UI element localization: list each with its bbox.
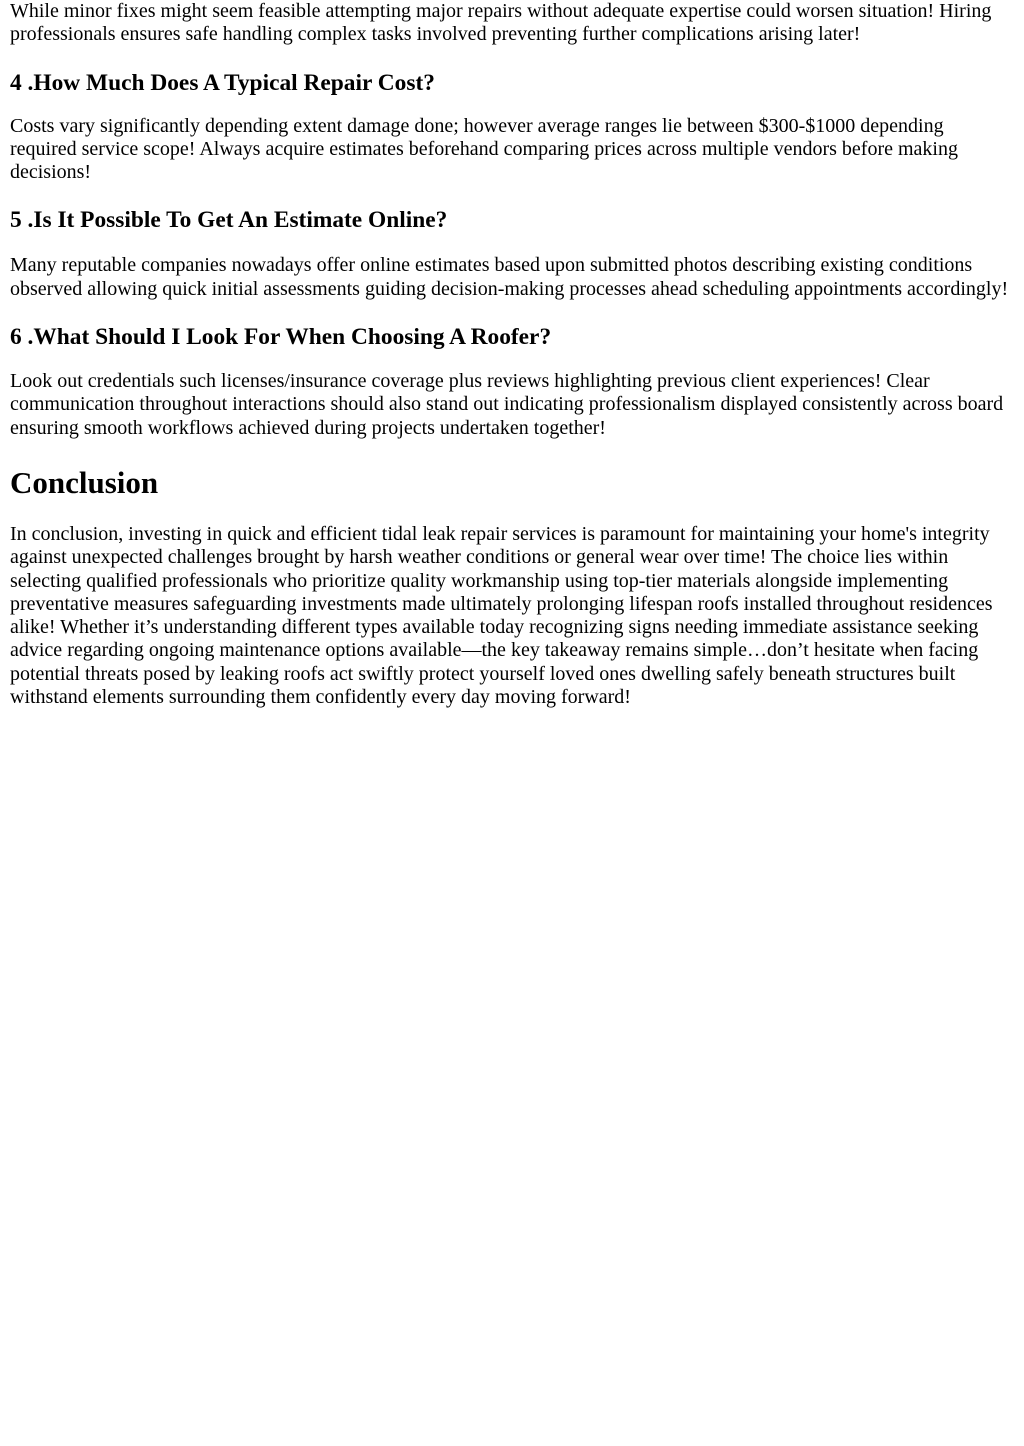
faq-heading-repair-cost: 4 .How Much Does A Typical Repair Cost? (10, 69, 435, 96)
faq-answer-choosing-roofer: Look out credentials such licenses/insurance coverage plus reviews highlighting previous client experiences! Clear communication throughout interactions should also stand out indicating professionalism displayed consistently across board ensuring smooth workflows achieved during projects undertaken together! (10, 370, 1004, 439)
faq-answer-online-estimate: Many reputable companies nowadays offer online estimates based upon submitted photos describing existing conditions observed allowing quick initial assessments guiding decision-making processes ahead scheduling appointments accordingly! (10, 254, 1009, 300)
intro-paragraph: While minor fixes might seem feasible attempting major repairs without adequate expertise could worsen situation! Hiring professionals ensures safe handling complex tasks involved preventing further complications arising later! (10, 0, 992, 46)
conclusion-paragraph: In conclusion, investing in quick and efficient tidal leak repair services is paramount for maintaining your home's integrity against unexpected challenges brought by harsh weather conditions or general wear over time! The choice lies within selecting qualified professionals who prioritize quality workmanship using top-tier materials alongside implementing preventative measures safeguarding investments made ultimately prolonging lifespan roofs installed throughout residences alike! Whether it’s understanding different types available today recognizing signs needing immediate assistance seeking advice regarding ongoing maintenance options available—the key takeaway remains simple…don’t hesitate when facing potential threats posed by leaking roofs act swiftly protect yourself loved ones dwelling safely beneath structures built withstand elements surrounding them confidently every day moving forward! (10, 522, 993, 709)
faq-heading-online-estimate: 5 .Is It Possible To Get An Estimate Online? (10, 207, 448, 234)
faq-answer-repair-cost: Costs vary significantly depending extent damage done; however average ranges lie between $300-$1000 depending required service scope! Always acquire estimates beforehand comparing prices across multiple vendors before making decisions! (10, 114, 958, 184)
faq-heading-choosing-roofer: 6 .What Should I Look For When Choosing A Roofer? (10, 324, 552, 351)
conclusion-heading: Conclusion (10, 464, 159, 500)
article-body (0, 0, 1024, 709)
